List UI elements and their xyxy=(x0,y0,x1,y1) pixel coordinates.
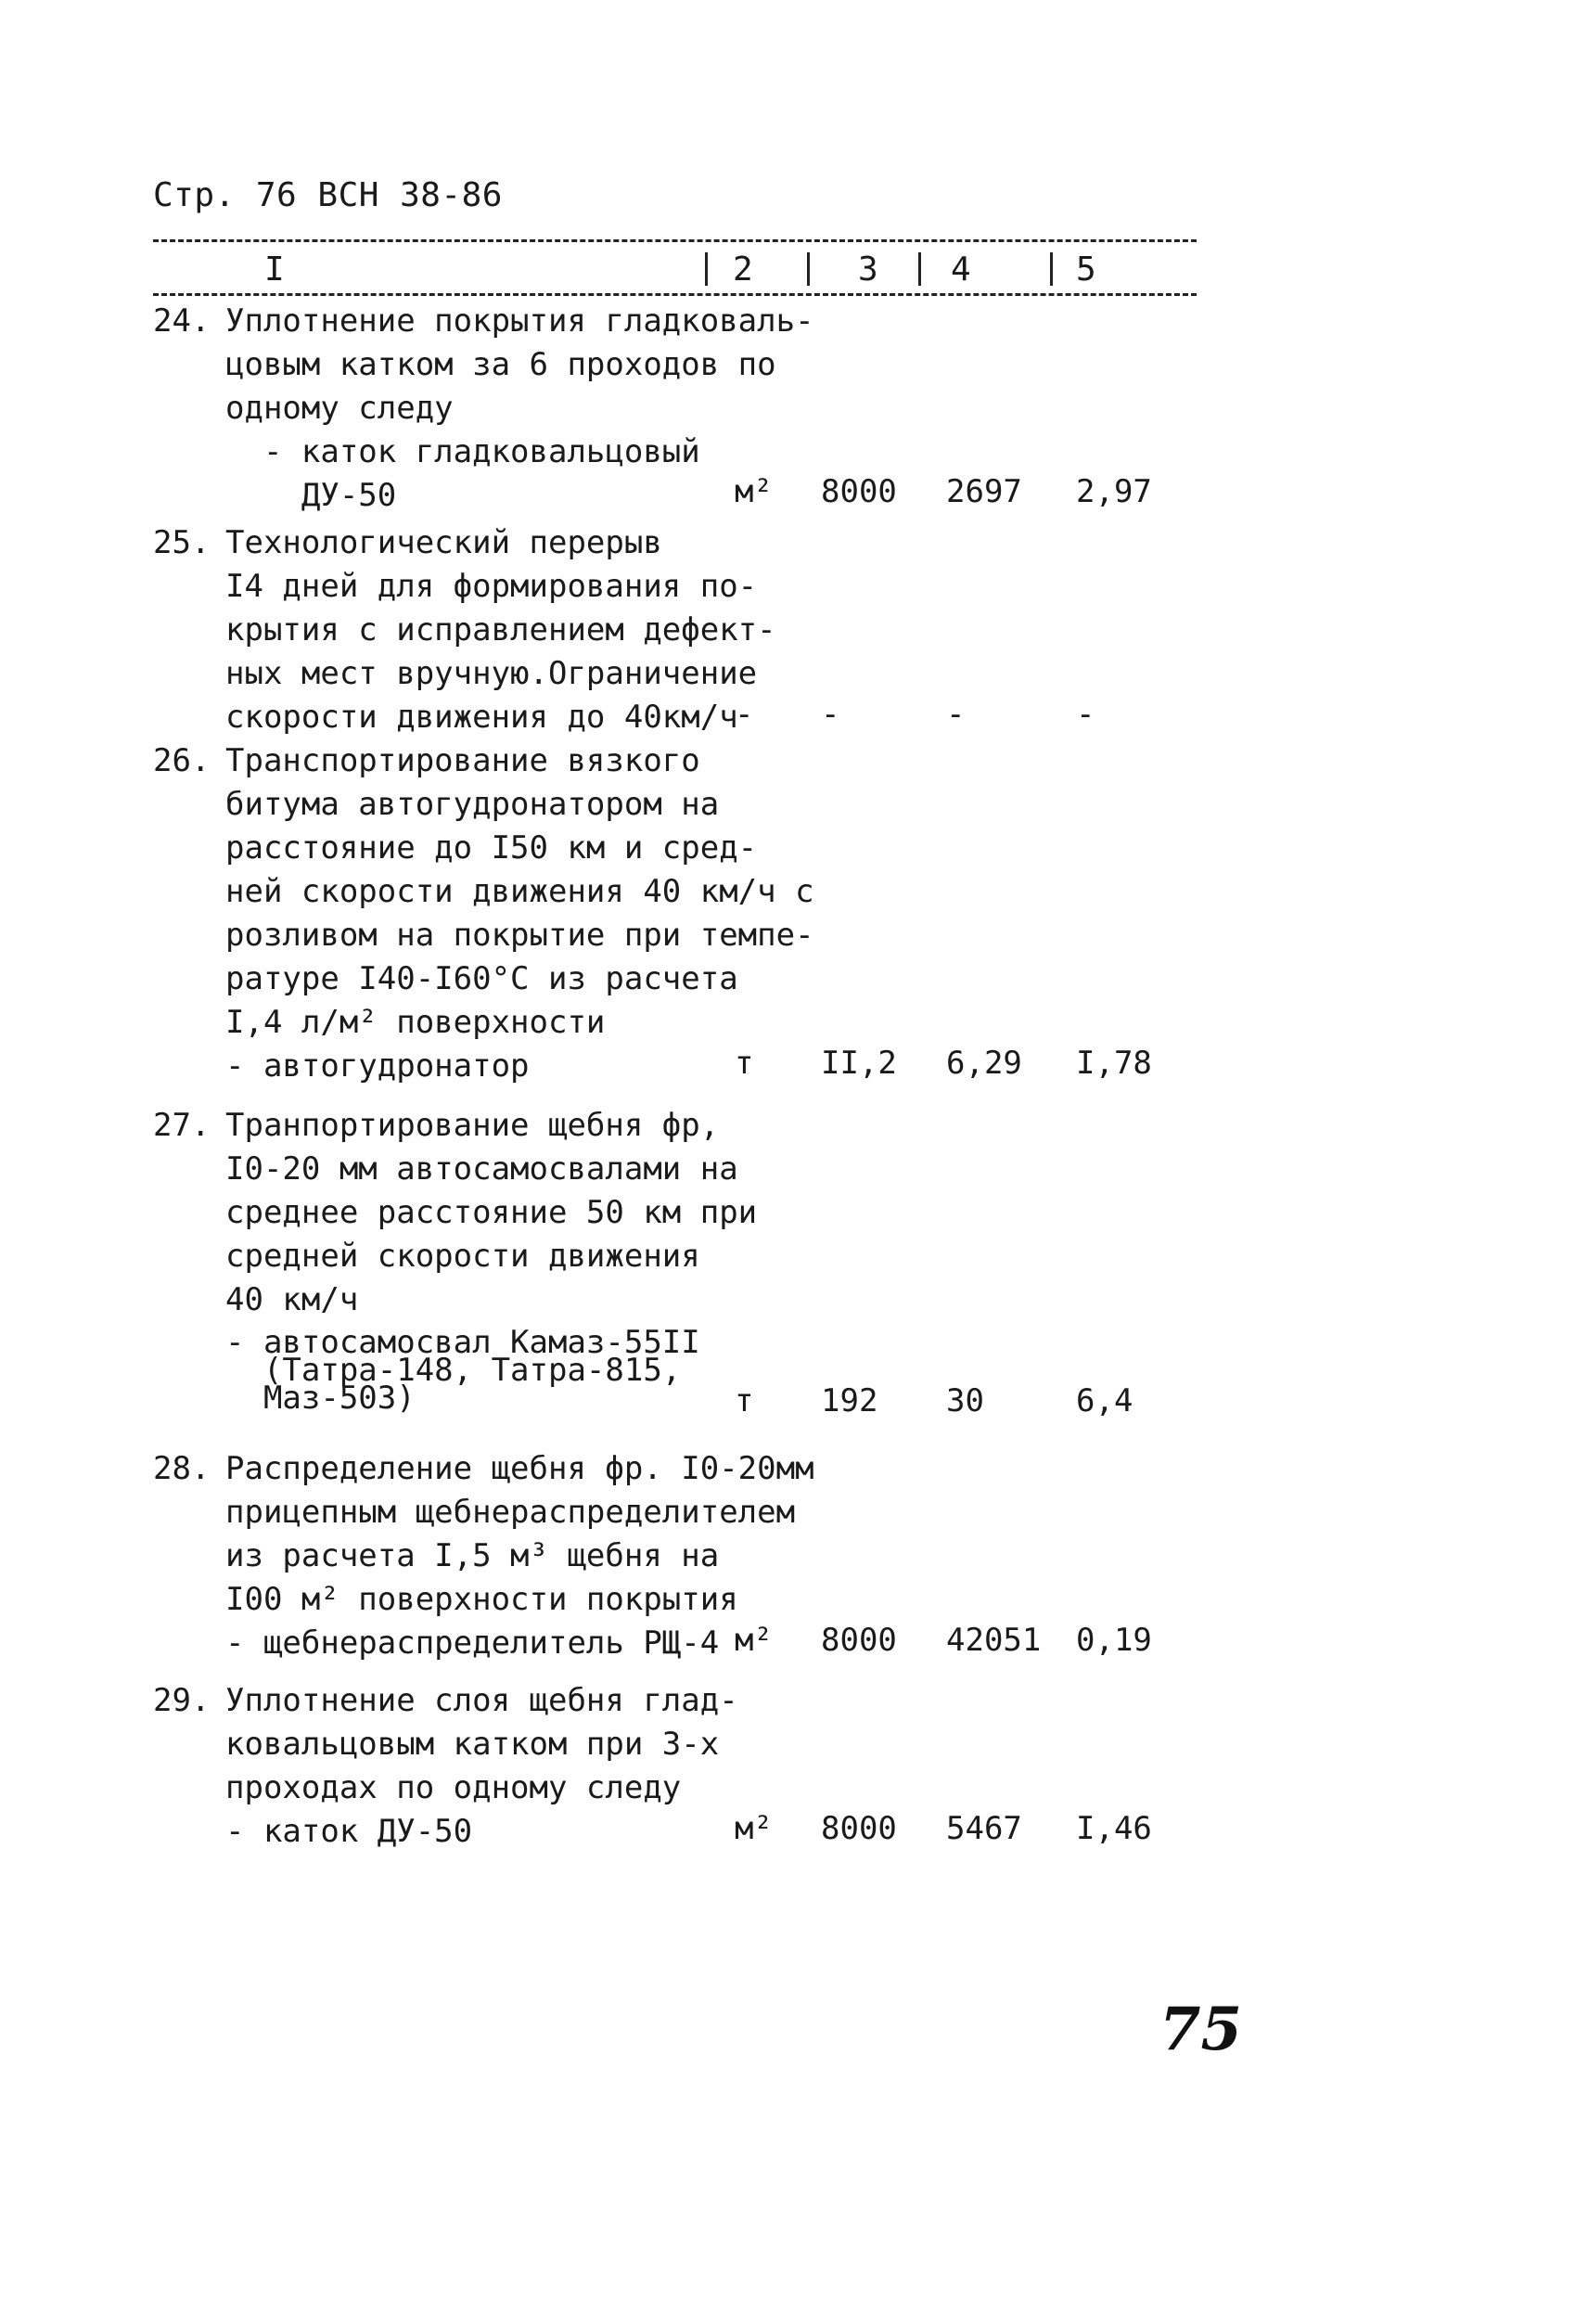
unit-value: т xyxy=(735,1382,754,1419)
col4-value: - xyxy=(946,696,966,733)
unit-value: т xyxy=(735,1045,754,1082)
row-description: Распределение щебня фр. I0-20мм прицепным щебнераспределителем из расчета I,5 м³ щебня на I00 м² поверхности покрытия - щебнераспределитель РЩ-4 xyxy=(225,1450,814,1662)
unit-value: - xyxy=(735,696,754,733)
row-number: 27. xyxy=(153,1107,211,1144)
table-header-rule xyxy=(153,293,1197,296)
row-description: Уплотнение слоя щебня глад- ковальцовым катком при 3-х проходах по одному следу - каток ДУ-50 xyxy=(225,1682,738,1850)
table-top-rule xyxy=(153,239,1197,242)
unit-value: м² xyxy=(735,1810,773,1847)
col4-value: 6,29 xyxy=(946,1045,1022,1082)
row-number: 26. xyxy=(153,742,211,779)
row-number: 24. xyxy=(153,302,211,340)
col3-value: 8000 xyxy=(821,1622,897,1659)
col4-value: 42051 xyxy=(946,1622,1042,1659)
col5-value: I,78 xyxy=(1076,1045,1152,1082)
column-header-5: 5 xyxy=(1076,250,1096,289)
column-header-4: 4 xyxy=(951,250,971,289)
row-description: Транпортирование щебня фр, I0-20 мм автосамосвалами на среднее расстояние 50 км при средней скорости движения 40 км/ч xyxy=(225,1107,758,1318)
page-number: 75 xyxy=(1159,1995,1243,2064)
col5-value: 6,4 xyxy=(1076,1382,1133,1419)
column-separator xyxy=(918,252,921,286)
page-header: Стр. 76 ВСН 38-86 xyxy=(153,176,503,214)
col5-value: - xyxy=(1076,696,1095,733)
col4-value: 5467 xyxy=(946,1810,1022,1847)
column-header-2: 2 xyxy=(733,250,753,289)
column-separator xyxy=(1050,252,1053,286)
row-description: Технологический перерыв I4 дней для формирования по- крытия с исправлением дефект- ных мест вручную.Ограничение скорости движения до 40км/ч xyxy=(225,524,776,736)
row-number: 25. xyxy=(153,524,211,561)
col5-value: 0,19 xyxy=(1076,1622,1152,1659)
unit-value: м² xyxy=(735,473,773,510)
row-number: 28. xyxy=(153,1450,211,1487)
column-header-1: I xyxy=(264,250,285,289)
unit-value: м² xyxy=(735,1622,773,1659)
col5-value: I,46 xyxy=(1076,1810,1152,1847)
row-subitem: - автосамосвал Камаз-55II (Татра-148, Татра-815, Маз-503) xyxy=(225,1324,700,1417)
col3-value: 192 xyxy=(821,1382,878,1419)
row-description: Транспортирование вязкого битума автогудронатором на расстояние до I50 км и сред- ней скорости движения 40 км/ч с розливом на покрытие при темпе- ратуре I40-I60°С из расчета I,4 л/м² поверхности - автогудронатор xyxy=(225,742,814,1085)
col3-value: 8000 xyxy=(821,473,897,510)
col4-value: 2697 xyxy=(946,473,1022,510)
row-description: Уплотнение покрытия гладковаль- цовым катком за 6 проходов по одному следу - каток гладковальцовый ДУ-50 xyxy=(225,302,814,514)
row-number: 29. xyxy=(153,1682,211,1719)
col3-value: 8000 xyxy=(821,1810,897,1847)
column-separator xyxy=(807,252,810,286)
col3-value: - xyxy=(821,696,840,733)
col3-value: II,2 xyxy=(821,1045,897,1082)
column-separator xyxy=(705,252,708,286)
column-header-3: 3 xyxy=(858,250,878,289)
col4-value: 30 xyxy=(946,1382,984,1419)
col5-value: 2,97 xyxy=(1076,473,1152,510)
